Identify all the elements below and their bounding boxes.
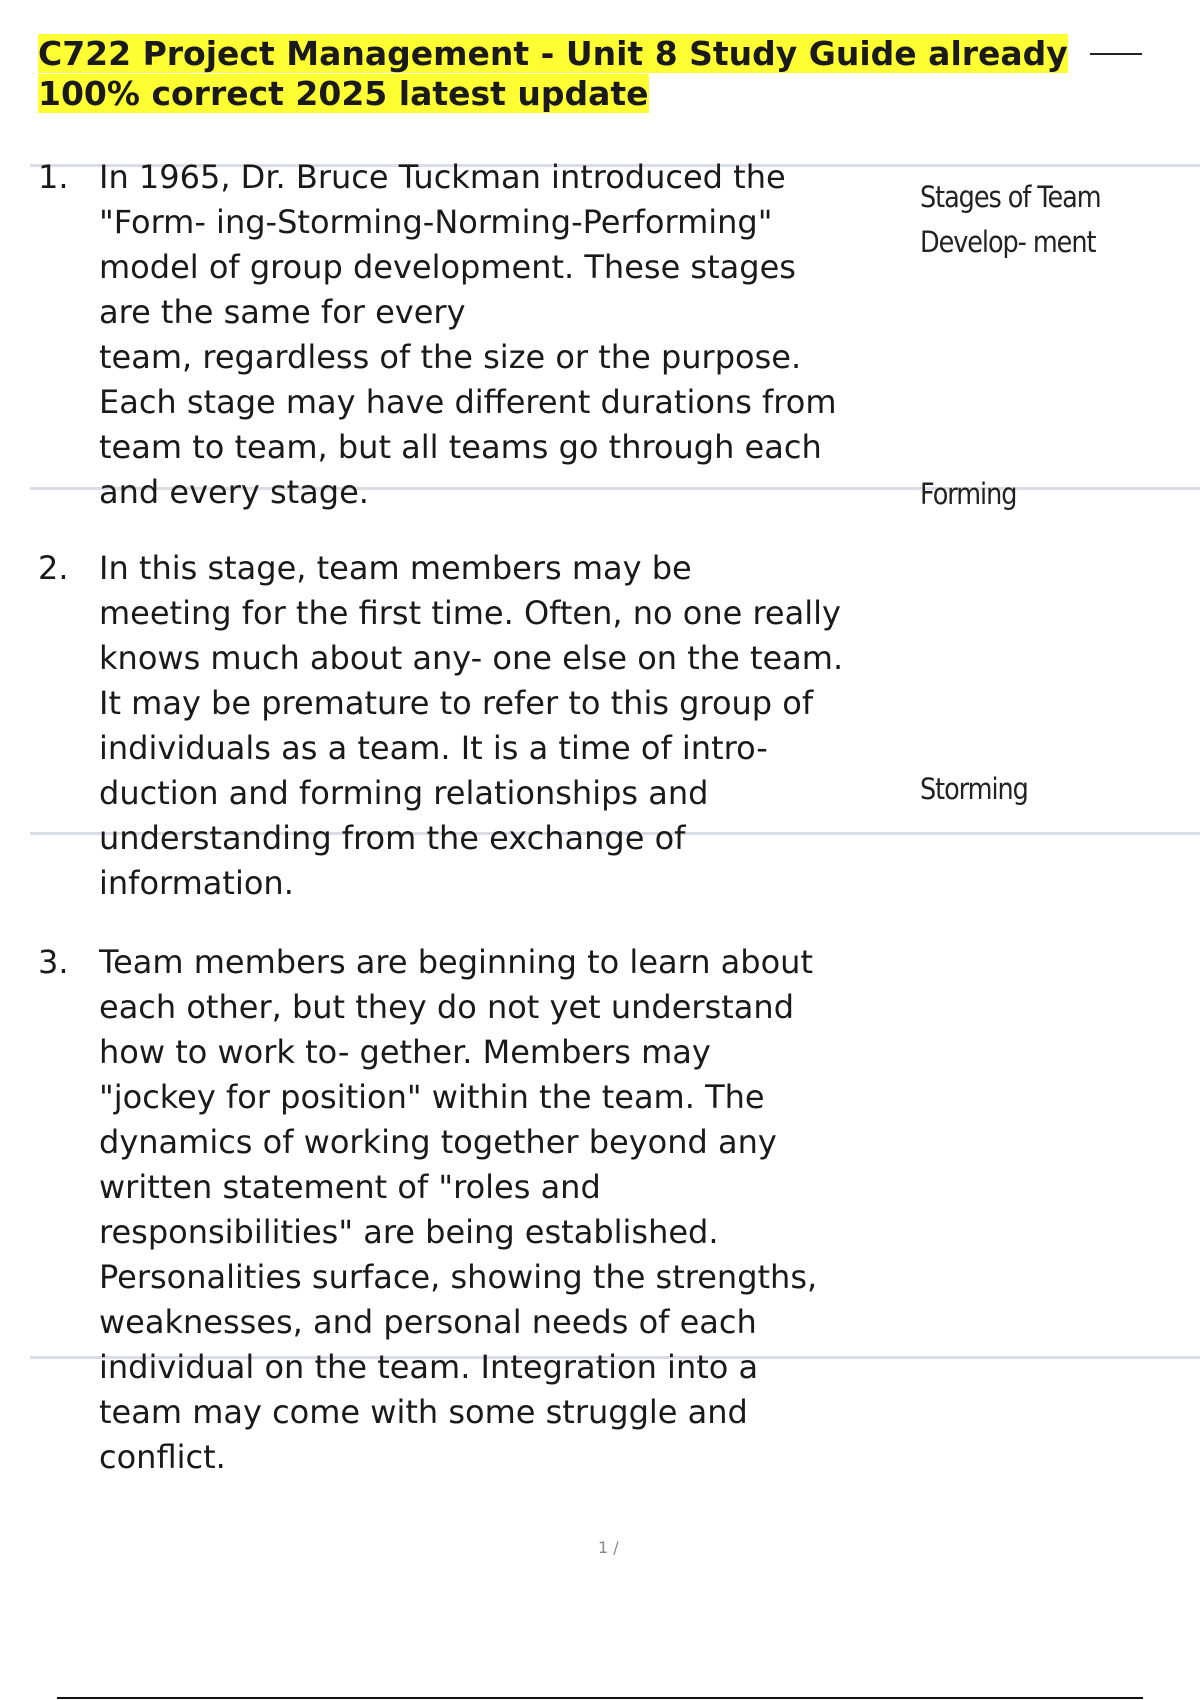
question-line: In 1965, Dr. Bruce Tuckman introduced the: [99, 158, 786, 196]
question-line: individuals as a team. It is a time of intro-: [99, 729, 768, 767]
question-line: information.: [99, 864, 294, 902]
question-line: individual on the team. Integration into a: [99, 1348, 759, 1386]
question-line: team to team, but all teams go through each: [99, 428, 822, 466]
question-line: how to work to- gether. Members may: [99, 1033, 711, 1071]
question-line: written statement of "roles and: [99, 1168, 601, 1206]
title-line-2: 100% correct 2025 latest update: [38, 74, 649, 113]
answer-line: Forming: [920, 477, 1017, 511]
question-line: conflict.: [99, 1438, 226, 1476]
question-line: model of group development. These stages: [99, 248, 796, 286]
question-line: dynamics of working together beyond any: [99, 1123, 777, 1161]
footer-rule: [57, 1697, 1143, 1699]
answer-term-1: [920, 175, 1101, 265]
question-line: understanding from the exchange of: [99, 819, 686, 857]
question-line: responsibilities" are being established.: [99, 1213, 719, 1251]
question-line: team, regardless of the size or the purpose.: [99, 338, 802, 376]
answer-term-2: [920, 472, 1016, 517]
question-line: Team members are beginning to learn about: [99, 943, 813, 981]
question-line: and every stage.: [99, 473, 369, 511]
question-line: "jockey for position" within the team. The: [99, 1078, 765, 1116]
question-line: In this stage, team members may be: [99, 549, 692, 587]
question-line: weaknesses, and personal needs of each: [99, 1303, 757, 1341]
question-text: [99, 940, 919, 1480]
item-number: 1.: [38, 158, 69, 196]
question-line: It may be premature to refer to this group of: [99, 684, 814, 722]
question-line: Personalities surface, showing the strengths,: [99, 1258, 818, 1296]
answer-line: Stages of Team: [920, 180, 1101, 214]
question-line: duction and forming relationships and: [99, 774, 709, 812]
document-title: [38, 34, 1078, 114]
page-number: 1 /: [598, 1538, 619, 1557]
question-line: meeting for the first time. Often, no one really: [99, 594, 841, 632]
question-line: "Form- ing-Storming-Norming-Performing": [99, 203, 773, 241]
question-text: [99, 155, 919, 515]
question-line: each other, but they do not yet understand: [99, 988, 794, 1026]
item-number: 2.: [38, 549, 69, 587]
item-number: 3.: [38, 943, 69, 981]
question-line: team may come with some struggle and: [99, 1393, 748, 1431]
answer-line: Develop- ment: [920, 225, 1096, 259]
answer-line: Storming: [920, 772, 1028, 806]
question-line: are the same for every: [99, 293, 466, 331]
question-line: Each stage may have different durations from: [99, 383, 837, 421]
question-line: knows much about any- one else on the team.: [99, 639, 844, 677]
title-line-1: C722 Project Management - Unit 8 Study Guide already: [38, 34, 1068, 73]
title-rule: [1090, 53, 1142, 55]
answer-term-3: [920, 767, 1028, 812]
question-text: [99, 546, 919, 906]
